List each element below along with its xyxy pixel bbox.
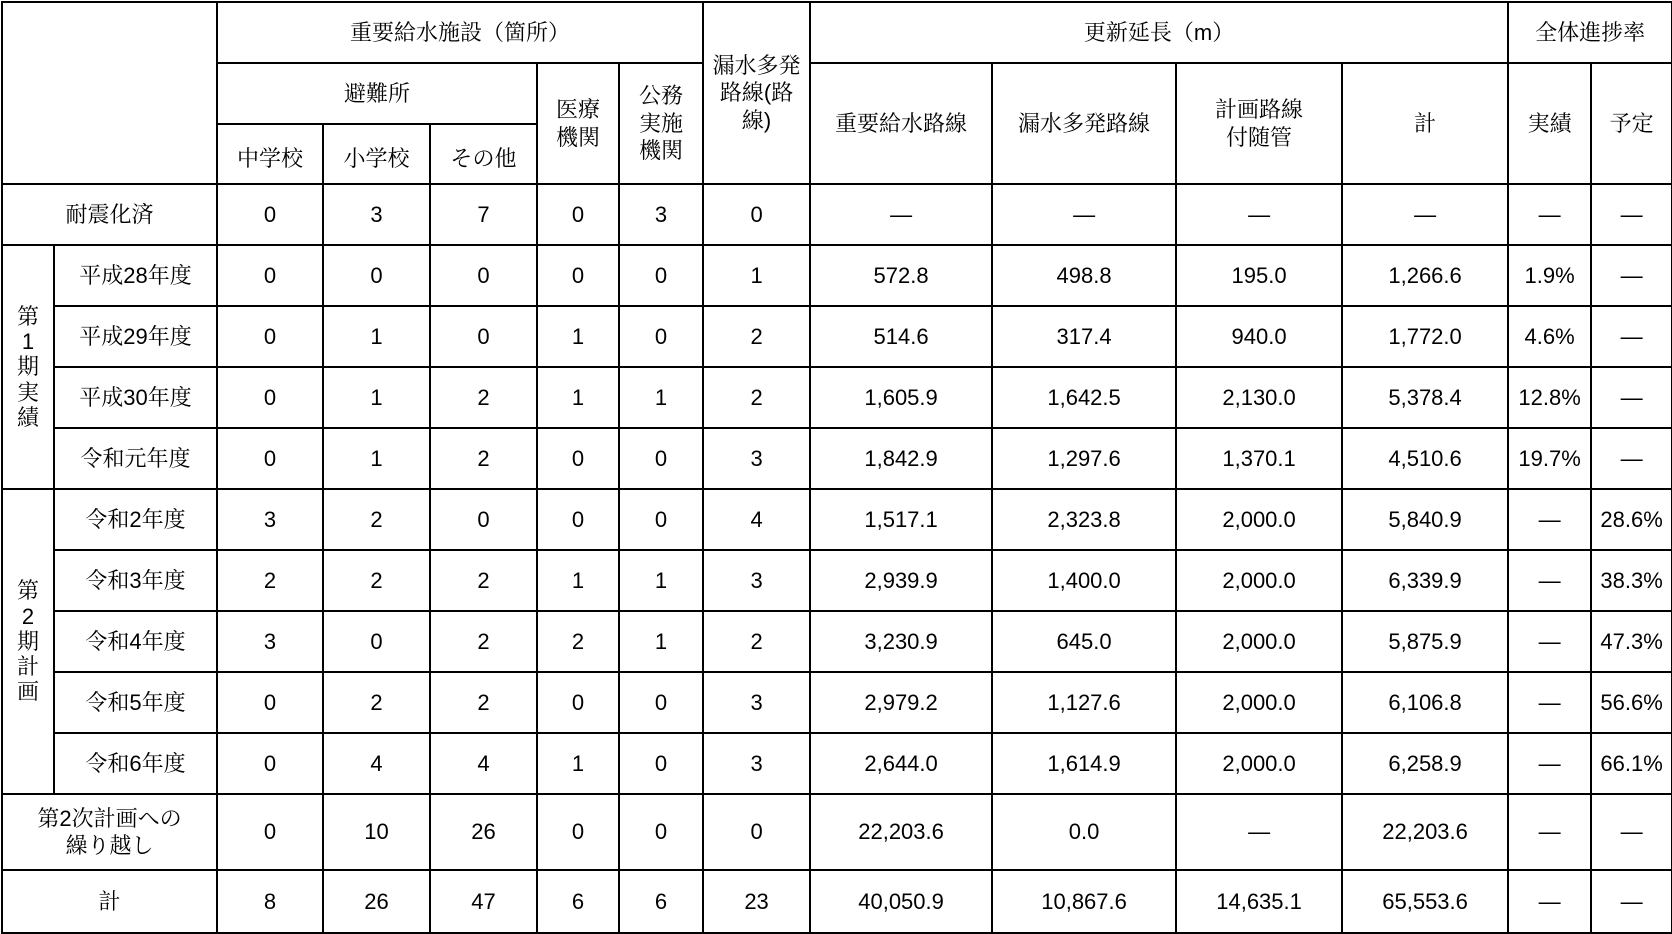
cell-chugakko: 0 bbox=[217, 672, 323, 733]
row-label: 令和4年度 bbox=[54, 611, 217, 672]
cell-juyou-route: 1,605.9 bbox=[810, 367, 992, 428]
header-rousui-lines-text: 漏水多発路線(路線) bbox=[712, 52, 801, 133]
cell-rousui-lines: 3 bbox=[703, 550, 810, 611]
cell-keikaku-route: 2,000.0 bbox=[1176, 733, 1342, 794]
cell-rousui-lines: 3 bbox=[703, 428, 810, 489]
cell-kei: 4,510.6 bbox=[1342, 428, 1508, 489]
cell-jisseki: 1.9% bbox=[1508, 245, 1591, 306]
cell-shogakko: 1 bbox=[323, 428, 430, 489]
cell-sonota: 2 bbox=[430, 428, 537, 489]
cell-chugakko: 0 bbox=[217, 733, 323, 794]
cell-shogakko: 2 bbox=[323, 489, 430, 550]
cell-koumu: 0 bbox=[619, 733, 703, 794]
cell-sonota: 2 bbox=[430, 611, 537, 672]
cell-keikaku-route: 2,130.0 bbox=[1176, 367, 1342, 428]
cell-rousui-route: 1,127.6 bbox=[992, 672, 1176, 733]
row-label: 令和3年度 bbox=[54, 550, 217, 611]
cell-keikaku-route: 1,370.1 bbox=[1176, 428, 1342, 489]
header-shogakko: 小学校 bbox=[323, 124, 430, 184]
cell-sonota: 0 bbox=[430, 306, 537, 367]
cell-chugakko: 0 bbox=[217, 245, 323, 306]
cell-iryou: 6 bbox=[537, 870, 619, 933]
header-keikaku-route bbox=[1176, 63, 1342, 184]
cell-koumu: 0 bbox=[619, 245, 703, 306]
cell-kei: — bbox=[1342, 184, 1508, 245]
cell-koumu: 0 bbox=[619, 306, 703, 367]
cell-rousui-route: 1,297.6 bbox=[992, 428, 1176, 489]
cell-sonota: 0 bbox=[430, 489, 537, 550]
cell-sonota: 0 bbox=[430, 245, 537, 306]
cell-rousui-lines: 0 bbox=[703, 794, 810, 870]
cell-jisseki: — bbox=[1508, 184, 1591, 245]
cell-juyou-route: 2,644.0 bbox=[810, 733, 992, 794]
header-jisseki: 実績 bbox=[1508, 63, 1591, 184]
row-p2-0 bbox=[2, 489, 1672, 550]
cell-jisseki: — bbox=[1508, 733, 1591, 794]
row-total bbox=[2, 870, 1672, 933]
row-label: 耐震化済 bbox=[2, 184, 217, 245]
row-label: 平成29年度 bbox=[54, 306, 217, 367]
row-label: 平成30年度 bbox=[54, 367, 217, 428]
cell-kei: 6,106.8 bbox=[1342, 672, 1508, 733]
cell-jisseki: 19.7% bbox=[1508, 428, 1591, 489]
cell-chugakko: 2 bbox=[217, 550, 323, 611]
cell-yotei: — bbox=[1591, 184, 1672, 245]
row-p2-1 bbox=[2, 550, 1672, 611]
cell-keikaku-route: 940.0 bbox=[1176, 306, 1342, 367]
cell-rousui-lines: 3 bbox=[703, 733, 810, 794]
cell-rousui-route: 317.4 bbox=[992, 306, 1176, 367]
cell-iryou: 0 bbox=[537, 489, 619, 550]
cell-rousui-route: 1,642.5 bbox=[992, 367, 1176, 428]
cell-juyou-route: — bbox=[810, 184, 992, 245]
cell-kei: 22,203.6 bbox=[1342, 794, 1508, 870]
cell-koumu: 0 bbox=[619, 794, 703, 870]
cell-iryou: 1 bbox=[537, 306, 619, 367]
row-label: 令和5年度 bbox=[54, 672, 217, 733]
cell-yotei: 47.3% bbox=[1591, 611, 1672, 672]
header-koushin-enchou: 更新延長（m） bbox=[810, 2, 1508, 63]
cell-kei: 1,772.0 bbox=[1342, 306, 1508, 367]
cell-juyou-route: 514.6 bbox=[810, 306, 992, 367]
cell-rousui-lines: 1 bbox=[703, 245, 810, 306]
cell-rousui-lines: 4 bbox=[703, 489, 810, 550]
cell-keikaku-route: 195.0 bbox=[1176, 245, 1342, 306]
cell-sonota: 2 bbox=[430, 550, 537, 611]
row-p1-1 bbox=[2, 306, 1672, 367]
group-label-phase1 bbox=[2, 245, 54, 489]
cell-rousui-route: 498.8 bbox=[992, 245, 1176, 306]
cell-chugakko: 0 bbox=[217, 184, 323, 245]
row-taishin bbox=[2, 184, 1672, 245]
cell-rousui-lines: 0 bbox=[703, 184, 810, 245]
cell-sonota: 2 bbox=[430, 672, 537, 733]
row-p2-4 bbox=[2, 733, 1672, 794]
cell-sonota: 4 bbox=[430, 733, 537, 794]
cell-kei: 65,553.6 bbox=[1342, 870, 1508, 933]
cell-koumu: 0 bbox=[619, 672, 703, 733]
header-zentai-shinchoku: 全体進捗率 bbox=[1508, 2, 1672, 63]
cell-keikaku-route: 2,000.0 bbox=[1176, 611, 1342, 672]
header-keikaku-route-text: 計画路線付随管 bbox=[1215, 97, 1304, 150]
cell-yotei: — bbox=[1591, 245, 1672, 306]
cell-koumu: 1 bbox=[619, 367, 703, 428]
cell-jisseki: 12.8% bbox=[1508, 367, 1591, 428]
cell-jisseki: 4.6% bbox=[1508, 306, 1591, 367]
cell-shogakko: 26 bbox=[323, 870, 430, 933]
cell-juyou-route: 1,517.1 bbox=[810, 489, 992, 550]
cell-keikaku-route: 14,635.1 bbox=[1176, 870, 1342, 933]
header-hinansho: 避難所 bbox=[217, 63, 537, 124]
cell-juyou-route: 2,939.9 bbox=[810, 550, 992, 611]
cell-keikaku-route: — bbox=[1176, 184, 1342, 245]
cell-yotei: 66.1% bbox=[1591, 733, 1672, 794]
cell-rousui-lines: 23 bbox=[703, 870, 810, 933]
cell-iryou: 2 bbox=[537, 611, 619, 672]
header-juyou-shisetsu: 重要給水施設（箇所） bbox=[217, 2, 703, 63]
cell-chugakko: 0 bbox=[217, 367, 323, 428]
cell-juyou-route: 2,979.2 bbox=[810, 672, 992, 733]
cell-juyou-route: 22,203.6 bbox=[810, 794, 992, 870]
cell-chugakko: 3 bbox=[217, 611, 323, 672]
cell-chugakko: 8 bbox=[217, 870, 323, 933]
cell-keikaku-route: 2,000.0 bbox=[1176, 489, 1342, 550]
cell-shogakko: 3 bbox=[323, 184, 430, 245]
cell-kei: 5,378.4 bbox=[1342, 367, 1508, 428]
header-koumu-text: 公務実施機関 bbox=[639, 83, 684, 164]
cell-yotei: 28.6% bbox=[1591, 489, 1672, 550]
cell-sonota: 7 bbox=[430, 184, 537, 245]
cell-rousui-lines: 3 bbox=[703, 672, 810, 733]
cell-iryou: 1 bbox=[537, 733, 619, 794]
cell-chugakko: 0 bbox=[217, 306, 323, 367]
cell-chugakko: 3 bbox=[217, 489, 323, 550]
cell-yotei: — bbox=[1591, 306, 1672, 367]
cell-jisseki: — bbox=[1508, 794, 1591, 870]
cell-keikaku-route: 2,000.0 bbox=[1176, 672, 1342, 733]
cell-chugakko: 0 bbox=[217, 428, 323, 489]
cell-koumu: 6 bbox=[619, 870, 703, 933]
row-p1-3 bbox=[2, 428, 1672, 489]
row-label-carryover bbox=[2, 794, 217, 870]
cell-yotei: 56.6% bbox=[1591, 672, 1672, 733]
cell-shogakko: 4 bbox=[323, 733, 430, 794]
header-row-1 bbox=[2, 2, 1672, 63]
header-rousui-lines bbox=[703, 2, 810, 184]
cell-sonota: 2 bbox=[430, 367, 537, 428]
cell-rousui-lines: 2 bbox=[703, 306, 810, 367]
cell-rousui-route: — bbox=[992, 184, 1176, 245]
cell-rousui-route: 645.0 bbox=[992, 611, 1176, 672]
row-p1-2 bbox=[2, 367, 1672, 428]
header-rousui-route: 漏水多発路線 bbox=[992, 63, 1176, 184]
cell-kei: 6,339.9 bbox=[1342, 550, 1508, 611]
cell-yotei: — bbox=[1591, 367, 1672, 428]
cell-yotei: — bbox=[1591, 428, 1672, 489]
cell-shogakko: 0 bbox=[323, 245, 430, 306]
row-label-total: 計 bbox=[2, 870, 217, 933]
cell-keikaku-route: 2,000.0 bbox=[1176, 550, 1342, 611]
header-juyou-route: 重要給水路線 bbox=[810, 63, 992, 184]
cell-jisseki: — bbox=[1508, 611, 1591, 672]
cell-jisseki: — bbox=[1508, 870, 1591, 933]
group-label-phase2-text: 第2期計画 bbox=[17, 578, 40, 705]
cell-yotei: — bbox=[1591, 870, 1672, 933]
row-p1-0 bbox=[2, 245, 1672, 306]
cell-jisseki: — bbox=[1508, 489, 1591, 550]
cell-kei: 5,840.9 bbox=[1342, 489, 1508, 550]
cell-rousui-route: 1,614.9 bbox=[992, 733, 1176, 794]
cell-rousui-lines: 2 bbox=[703, 611, 810, 672]
header-iryou bbox=[537, 63, 619, 184]
cell-shogakko: 1 bbox=[323, 367, 430, 428]
cell-shogakko: 2 bbox=[323, 550, 430, 611]
cell-chugakko: 0 bbox=[217, 794, 323, 870]
header-kei: 計 bbox=[1342, 63, 1508, 184]
progress-table bbox=[1, 1, 1672, 934]
cell-koumu: 1 bbox=[619, 550, 703, 611]
cell-koumu: 3 bbox=[619, 184, 703, 245]
cell-iryou: 0 bbox=[537, 794, 619, 870]
cell-yotei: 38.3% bbox=[1591, 550, 1672, 611]
cell-rousui-lines: 2 bbox=[703, 367, 810, 428]
group-label-phase2 bbox=[2, 489, 54, 794]
cell-shogakko: 2 bbox=[323, 672, 430, 733]
cell-koumu: 0 bbox=[619, 489, 703, 550]
cell-rousui-route: 2,323.8 bbox=[992, 489, 1176, 550]
cell-juyou-route: 572.8 bbox=[810, 245, 992, 306]
cell-shogakko: 10 bbox=[323, 794, 430, 870]
cell-kei: 5,875.9 bbox=[1342, 611, 1508, 672]
cell-yotei: — bbox=[1591, 794, 1672, 870]
cell-iryou: 1 bbox=[537, 367, 619, 428]
cell-rousui-route: 1,400.0 bbox=[992, 550, 1176, 611]
header-yotei: 予定 bbox=[1591, 63, 1672, 184]
row-label: 令和2年度 bbox=[54, 489, 217, 550]
cell-iryou: 0 bbox=[537, 428, 619, 489]
row-label: 平成28年度 bbox=[54, 245, 217, 306]
cell-iryou: 0 bbox=[537, 672, 619, 733]
header-corner bbox=[2, 2, 217, 184]
cell-jisseki: — bbox=[1508, 550, 1591, 611]
cell-iryou: 0 bbox=[537, 245, 619, 306]
cell-kei: 1,266.6 bbox=[1342, 245, 1508, 306]
cell-shogakko: 0 bbox=[323, 611, 430, 672]
cell-shogakko: 1 bbox=[323, 306, 430, 367]
row-label-carryover-text: 第2次計画への繰り越し bbox=[37, 805, 182, 858]
cell-kei: 6,258.9 bbox=[1342, 733, 1508, 794]
cell-juyou-route: 1,842.9 bbox=[810, 428, 992, 489]
header-chugakko: 中学校 bbox=[217, 124, 323, 184]
header-iryou-text: 医療機関 bbox=[555, 97, 600, 150]
group-label-phase1-text: 第1期実績 bbox=[17, 303, 40, 430]
cell-rousui-route: 10,867.6 bbox=[992, 870, 1176, 933]
cell-iryou: 0 bbox=[537, 184, 619, 245]
header-koumu bbox=[619, 63, 703, 184]
row-label: 令和6年度 bbox=[54, 733, 217, 794]
cell-sonota: 26 bbox=[430, 794, 537, 870]
cell-jisseki: — bbox=[1508, 672, 1591, 733]
cell-juyou-route: 3,230.9 bbox=[810, 611, 992, 672]
cell-rousui-route: 0.0 bbox=[992, 794, 1176, 870]
header-row-2 bbox=[2, 63, 1672, 124]
header-sonota: その他 bbox=[430, 124, 537, 184]
row-p2-2 bbox=[2, 611, 1672, 672]
row-carryover bbox=[2, 794, 1672, 870]
cell-sonota: 47 bbox=[430, 870, 537, 933]
cell-koumu: 0 bbox=[619, 428, 703, 489]
row-label: 令和元年度 bbox=[54, 428, 217, 489]
row-p2-3 bbox=[2, 672, 1672, 733]
cell-iryou: 1 bbox=[537, 550, 619, 611]
cell-juyou-route: 40,050.9 bbox=[810, 870, 992, 933]
cell-keikaku-route: — bbox=[1176, 794, 1342, 870]
cell-koumu: 1 bbox=[619, 611, 703, 672]
